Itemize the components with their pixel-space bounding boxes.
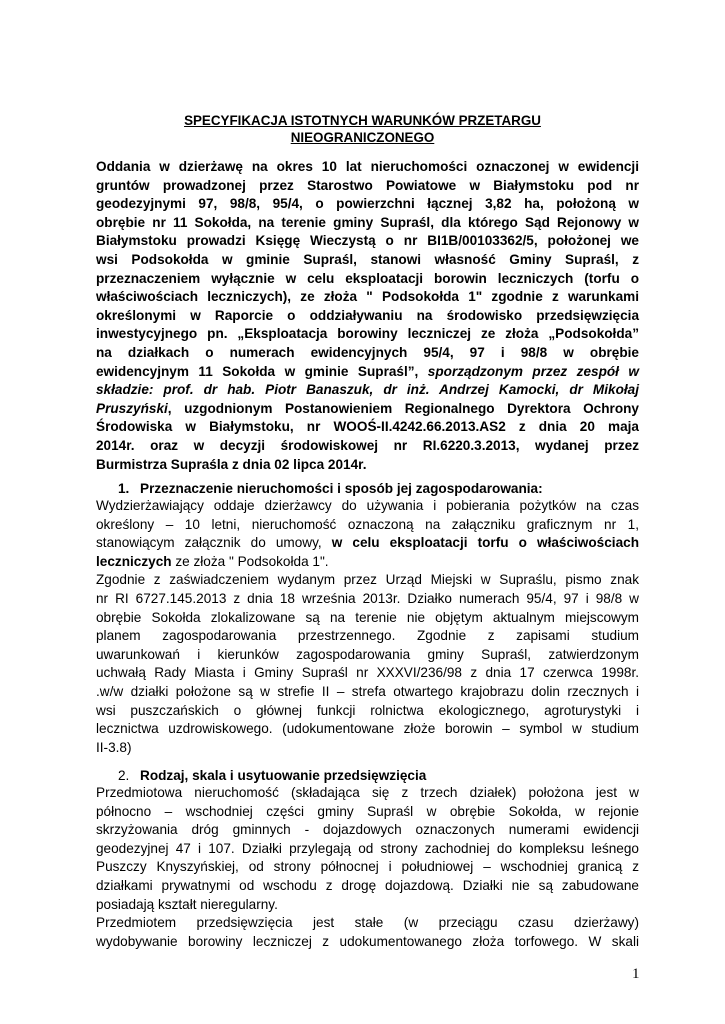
intro-line: geodezyjnymi 97, 98/8, 95/4, o powierzchni łącznej 3,82 ha, położoną w bbox=[96, 196, 639, 212]
body-line: lecznictwa uzdrowiskowego. (udokumentowane złoże borowin – symbol w studium bbox=[96, 721, 639, 737]
intro-line: na działkach o numerach ewidencyjnych 95/4, 97 i 98/8 w obrębie bbox=[96, 344, 639, 360]
intro-line: wsi Podsokołda w gminie Supraśl, stanowi własność Gminy Supraśl, z bbox=[96, 251, 639, 267]
intro-text: , uzgodnionym Postanowieniem Regionalnego Dyrektora Ochrony bbox=[167, 400, 639, 416]
section-number: 1. bbox=[118, 481, 130, 496]
body-text-bold: leczniczych bbox=[96, 553, 172, 569]
section-2-heading bbox=[118, 767, 426, 785]
page-number: 1 bbox=[632, 966, 640, 982]
body-line: nr RI 6727.145.2013 z dnia 18 września 2013r. Działko numerach 95/4, 97 i 98/8 w bbox=[96, 590, 639, 606]
section-2-body bbox=[96, 784, 639, 951]
intro-line: właściwościach leczniczych), ze złoża " Podsokołda 1" zgodnie z warunkami bbox=[96, 289, 639, 305]
body-line: posiadają kształt nieregularny. bbox=[96, 896, 278, 912]
intro-line: 2014r. oraz w decyzji środowiskowej nr RI.6220.3.2013, wydanej przez bbox=[96, 437, 639, 453]
intro-line: Środowiska w Białymstoku, nr WOOŚ-II.4242.66.2013.AS2 z dnia 20 maja bbox=[96, 419, 639, 435]
intro-line bbox=[96, 400, 639, 419]
intro-text-italic: Pruszyński bbox=[96, 400, 168, 416]
intro-line: przeznaczeniem wyłącznie w celu eksploatacji borowin leczniczych (torfu o bbox=[96, 270, 639, 286]
intro-text-italic: sporządzonym przez zespół w bbox=[427, 363, 639, 379]
body-line: Wydzierżawiający oddaje dzierżawcy do używania i pobierania pożytków na czas bbox=[96, 498, 639, 513]
body-line: określony – 10 letni, nieruchomość oznaczoną na załączniku graficznym nr 1, bbox=[96, 516, 639, 532]
body-line: Przedmiotowa nieruchomość (składająca się z trzech działek) położona jest w bbox=[96, 785, 639, 800]
section-1-heading bbox=[118, 480, 543, 498]
section-1-body bbox=[96, 497, 639, 757]
body-line: działkami prywatnymi od wschodu z drogę dojazdową. Działki nie są zabudowane bbox=[96, 877, 639, 893]
intro-line: Białymstoku prowadzi Księgę Wieczystą o nr BI1B/00103362/5, położonej we bbox=[96, 233, 639, 249]
body-line bbox=[96, 534, 639, 553]
body-line: geodezyjnej 47 i 107. Działki przylegają od strony zachodniej do kompleksu leśnego bbox=[96, 840, 639, 856]
section-number: 2. bbox=[118, 768, 130, 783]
body-line: uchwałą Rady Miasta i Gminy Supraśl nr XXXVI/236/98 z dnia 17 czerwca 1998r. bbox=[96, 665, 639, 681]
intro-line: gruntów prowadzonej przez Starostwo Powiatowe w Białymstoku pod nr bbox=[96, 177, 639, 193]
intro-line bbox=[96, 363, 639, 382]
document-title-line-2: NIEOGRANICZONEGO bbox=[290, 130, 435, 145]
body-line: planem zagospodarowania przestrzennego. Zgodnie z zapisami studium bbox=[96, 628, 639, 644]
body-line: Przedmiotem przedsięwzięcia jest stałe (w przeciągu czasu dzierżawy) bbox=[96, 915, 639, 931]
body-text: ze złoża " Podsokołda 1". bbox=[171, 553, 329, 569]
intro-line: obrębie nr 11 Sokołda, na terenie gminy Supraśl, dla którego Sąd Rejonowy w bbox=[96, 214, 639, 230]
body-line: Puszczy Knyszyńskiej, od strony północnej i południowej – wschodniej granicą z bbox=[96, 859, 639, 875]
section-title: Przeznaczenie nieruchomości i sposób jej zagospodarowania: bbox=[140, 481, 543, 496]
body-line: uwarunkowań i kierunków zagospodarowania gminy Supraśl, zatwierdzonym bbox=[96, 646, 639, 662]
body-line: .w/w działki położone są w strefie II – strefa otwartego krajobrazu dolin rzecznych i bbox=[96, 683, 639, 699]
intro-line: określonymi w Raporcie o oddziaływaniu na środowisko przedsięwzięcia bbox=[96, 307, 639, 323]
body-line: II-3.8) bbox=[96, 739, 132, 755]
document-title-line-1: SPECYFIKACJA ISTOTNYCH WARUNKÓW PRZETARGU bbox=[184, 113, 541, 128]
intro-line: Burmistrza Supraśla z dnia 02 lipca 2014r. bbox=[96, 456, 367, 472]
body-line: skrzyżowania dróg gminnych - dojazdowych oznaczonych numerami ewidencji bbox=[96, 822, 639, 838]
body-line: wydobywanie borowiny leczniczej z udokumentowanego złoża torfowego. W skali bbox=[96, 933, 639, 949]
section-title: Rodzaj, skala i usytuowanie przedsięwzięcia bbox=[140, 768, 427, 783]
body-line: Zgodnie z zaświadczeniem wydanym przez Urząd Miejski w Supraślu, pismo znak bbox=[96, 572, 639, 588]
body-line: północno – wschodniej części gminy Supraśl w obrębie Sokołda, w rejonie bbox=[96, 803, 639, 819]
intro-line: składzie: prof. dr hab. Piotr Banaszuk, dr inż. Andrzej Kamocki, dr Mikołaj bbox=[96, 382, 639, 398]
body-line bbox=[96, 553, 639, 572]
body-text: stanowiącym załącznik do umowy, bbox=[96, 535, 332, 551]
body-line: obrębie Sokołda zlokalizowane są na terenie nie objętym aktualnym miejscowym bbox=[96, 609, 639, 625]
body-line: wsi puszczańskich o głównej funkcji rolnictwa ekologicznego, agroturystyki i bbox=[96, 702, 639, 718]
intro-line: inwestycyjnego pn. „Eksploatacja borowiny leczniczej ze złoża „Podsokołda” bbox=[96, 326, 639, 342]
body-text-bold: w celu eksploatacji torfu o właściwościach bbox=[331, 535, 640, 551]
intro-text: ewidencyjnym 11 Sokołda w gminie Supraśl”, bbox=[96, 363, 428, 379]
intro-paragraph bbox=[96, 158, 639, 474]
intro-line: Oddania w dzierżawę na okres 10 lat nieruchomości oznaczonej w ewidencji bbox=[96, 159, 639, 174]
